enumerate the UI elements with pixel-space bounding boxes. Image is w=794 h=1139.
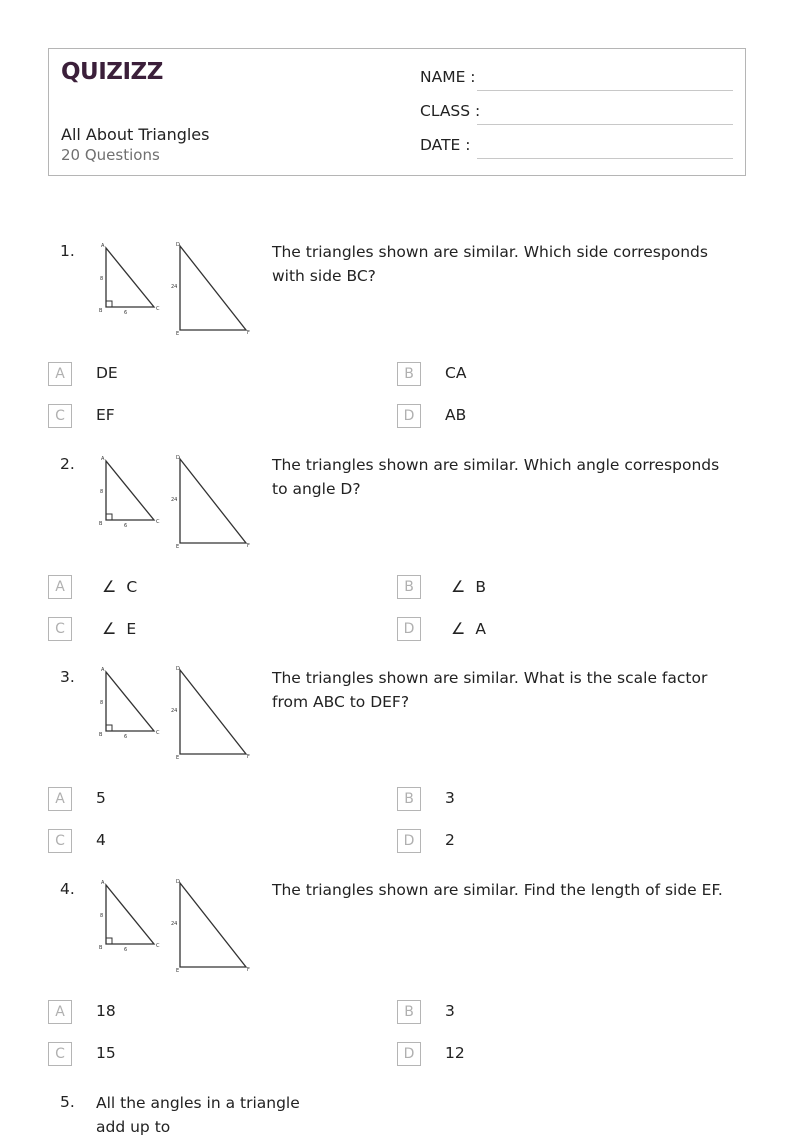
option-text: 4 [96,831,106,849]
similar-triangles-figure [96,877,256,977]
vertex-label: B [99,732,103,738]
side-length-label: 24 [171,284,178,290]
quizizz-logo: QUIZIZZ [61,59,163,85]
option-text: ∠ B [451,577,486,596]
triangle-def [180,670,246,754]
option-letter[interactable]: A [48,1000,72,1024]
name-label: NAME : [420,68,476,86]
triangle-abc [106,461,154,520]
vertex-label: C [156,306,160,312]
class-line[interactable] [477,124,733,125]
option-letter[interactable]: D [397,404,421,428]
vertex-label: F [247,967,250,973]
side-length-label: 6 [124,734,128,740]
question-count: 20 Questions [61,146,160,164]
option-text: ∠ A [451,619,486,638]
vertex-label: E [176,331,180,337]
question-text: The triangles shown are similar. Which angle corresponds to angle D? [272,456,720,498]
side-length-label: 8 [100,276,104,282]
vertex-label: E [176,544,180,550]
worksheet-header [48,48,746,176]
option-letter[interactable]: C [48,404,72,428]
triangle-abc [106,672,154,731]
similar-triangles-figure [96,240,256,340]
side-length-label: 24 [171,708,178,714]
option-letter[interactable]: A [48,362,72,386]
option-text: AB [445,406,467,424]
side-length-label: 24 [171,497,178,503]
option-letter[interactable]: D [397,617,421,641]
date-label: DATE : [420,136,471,154]
option-letter[interactable]: C [48,1042,72,1066]
class-label: CLASS : [420,102,481,120]
vertex-label: C [156,730,160,736]
option-text: 15 [96,1044,116,1062]
option-letter[interactable]: A [48,787,72,811]
vertex-label: C [156,943,160,949]
vertex-label: E [176,755,180,761]
vertex-label: A [101,880,105,886]
option-text: ∠ E [102,619,137,638]
question-number: 5. [60,1093,75,1111]
question-number: 3. [60,668,75,686]
question-text: All the angles in a triangle add up to [96,1094,300,1136]
question-number: 1. [60,242,75,260]
option-text: 3 [445,789,455,807]
vertex-label: F [247,543,250,549]
vertex-label: E [176,968,180,974]
side-length-label: 6 [124,523,128,529]
triangle-def [180,246,246,330]
option-letter[interactable]: A [48,575,72,599]
right-angle-marker [106,301,112,307]
right-angle-marker [106,938,112,944]
side-length-label: 8 [100,700,104,706]
question-text: The triangles shown are similar. Find the length of side EF. [272,881,723,899]
option-text: 18 [96,1002,116,1020]
question-number: 2. [60,455,75,473]
angle-symbol: ∠ [451,619,466,638]
similar-triangles-figure [96,664,256,764]
similar-triangles-figure [96,453,256,553]
vertex-label: B [99,521,103,527]
side-length-label: 8 [100,913,104,919]
triangle-abc [106,248,154,307]
question-text: The triangles shown are similar. What is the scale factor from ABC to DEF? [272,669,708,711]
question-number: 4. [60,880,75,898]
vertex-label: F [247,754,250,760]
vertex-label: B [99,945,103,951]
side-length-label: 6 [124,947,128,953]
right-angle-marker [106,514,112,520]
side-length-label: 8 [100,489,104,495]
vertex-label: C [156,519,160,525]
angle-symbol: ∠ [102,619,117,638]
option-text: 2 [445,831,455,849]
option-letter[interactable]: B [397,362,421,386]
date-line[interactable] [477,158,733,159]
option-text: DE [96,364,118,382]
question-text: The triangles shown are similar. Which side corresponds with side BC? [272,243,708,285]
vertex-label: A [101,243,105,249]
vertex-label: D [176,242,180,248]
angle-symbol: ∠ [451,577,466,596]
vertex-label: A [101,456,105,462]
option-letter[interactable]: D [397,1042,421,1066]
option-letter[interactable]: B [397,787,421,811]
triangle-def [180,883,246,967]
vertex-label: D [176,879,180,885]
triangle-abc [106,885,154,944]
side-length-label: 6 [124,310,128,316]
option-text: CA [445,364,467,382]
option-letter[interactable]: D [397,829,421,853]
triangle-def [180,459,246,543]
option-text: ∠ C [102,577,138,596]
vertex-label: D [176,455,180,461]
option-letter[interactable]: B [397,1000,421,1024]
right-angle-marker [106,725,112,731]
option-text: 12 [445,1044,465,1062]
vertex-label: F [247,330,250,336]
option-text: EF [96,406,115,424]
vertex-label: A [101,667,105,673]
name-line[interactable] [477,90,733,91]
side-length-label: 24 [171,921,178,927]
option-letter[interactable]: B [397,575,421,599]
option-text: 3 [445,1002,455,1020]
vertex-label: B [99,308,103,314]
angle-symbol: ∠ [102,577,117,596]
option-letter[interactable]: C [48,829,72,853]
worksheet-title: All About Triangles [61,125,210,144]
option-letter[interactable]: C [48,617,72,641]
option-text: 5 [96,789,106,807]
vertex-label: D [176,666,180,672]
